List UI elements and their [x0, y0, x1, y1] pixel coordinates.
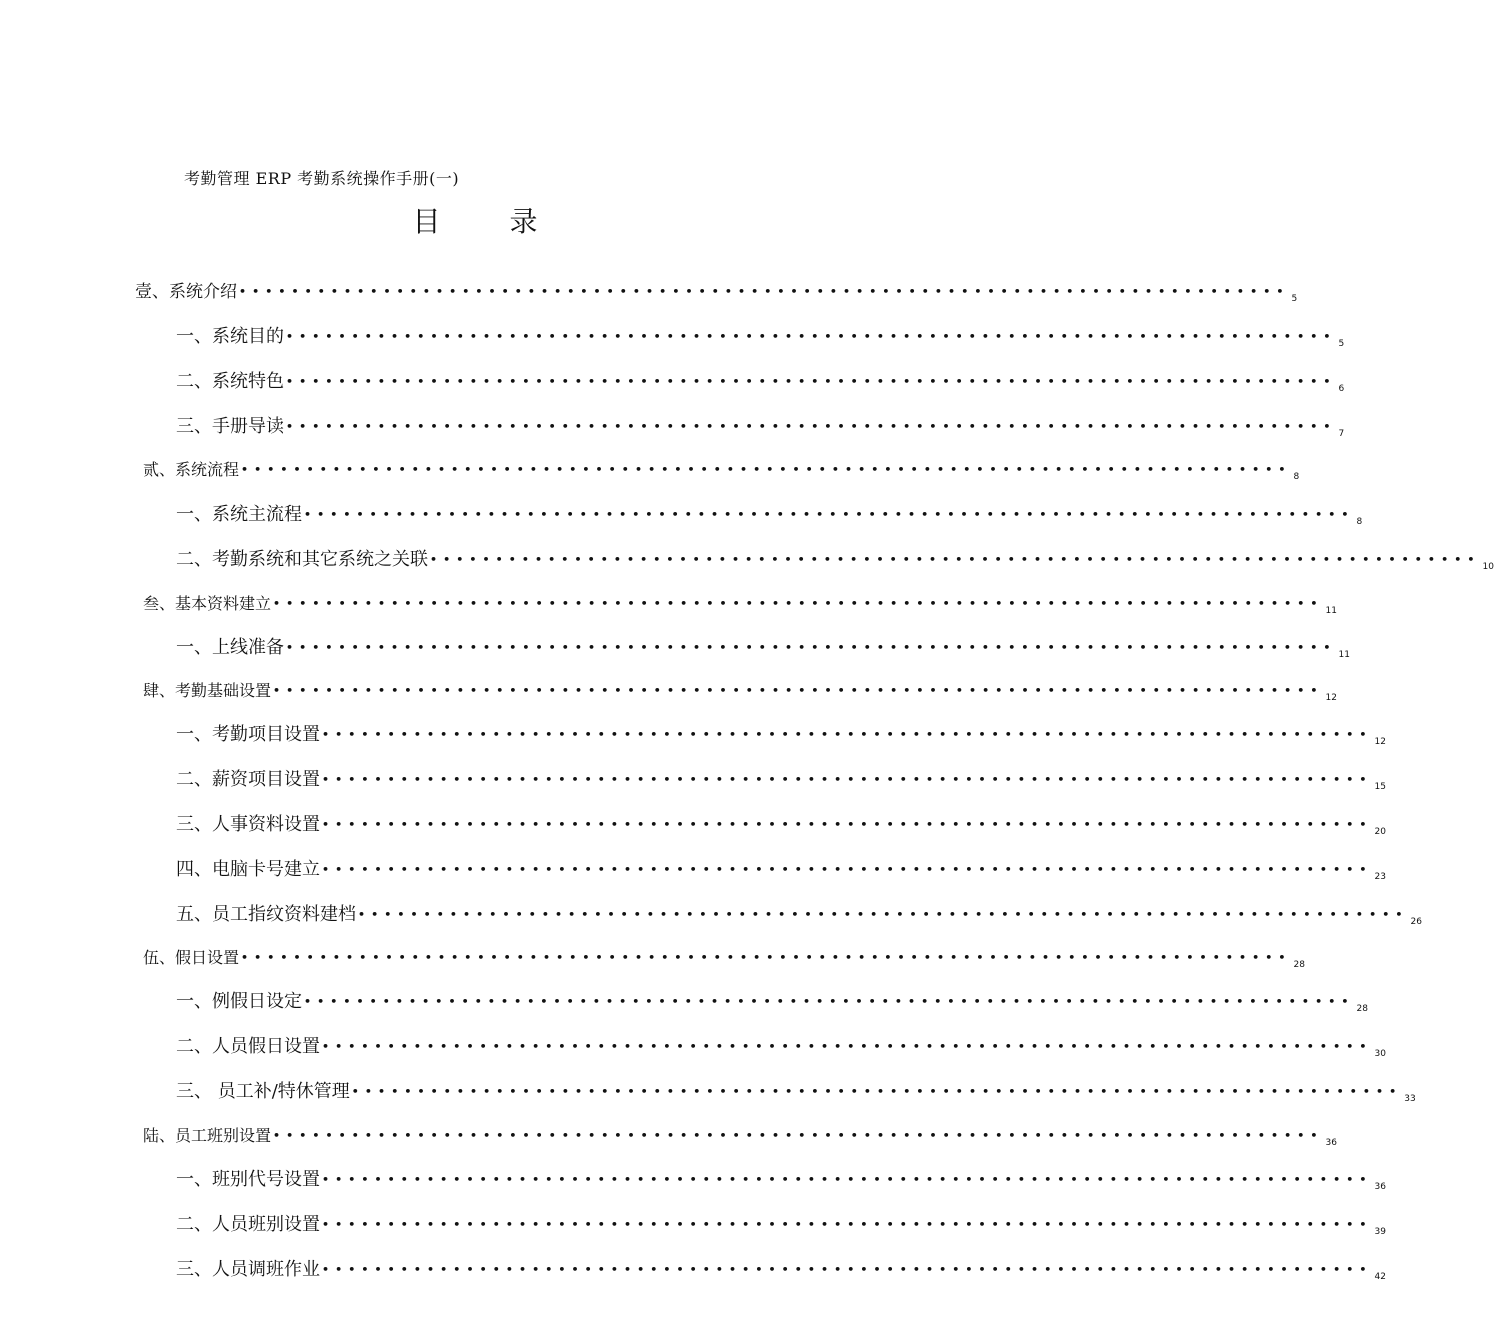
- toc-entry-label: 伍、假日设置: [143, 948, 240, 967]
- toc-page-number: 8: [1356, 517, 1363, 527]
- toc-entry[interactable]: [143, 1121, 1337, 1151]
- toc-leader-dots: ••••••••••••••••••••••••••••••••••••••••••••••••••••••••••••••••••••••••••••••••: [322, 1263, 1373, 1276]
- toc-leader-dots: ••••••••••••••••••••••••••••••••••••••••••••••••••••••••••••••••••••••••••••••••: [322, 1173, 1373, 1186]
- toc-entry[interactable]: [176, 720, 1386, 750]
- toc-page-number: 33: [1404, 1094, 1416, 1104]
- toc-leader-dots: ••••••••••••••••••••••••••••••••••••••••••••••••••••••••••••••••••••••••••••••••: [273, 1129, 1324, 1142]
- toc-leader-dots: ••••••••••••••••••••••••••••••••••••••••••••••••••••••••••••••••••••••••••••••••: [322, 728, 1373, 741]
- toc-leader-dots: ••••••••••••••••••••••••••••••••••••••••••••••••••••••••••••••••••••••••••••••••: [322, 863, 1373, 876]
- toc-entry-label: 二、考勤系统和其它系统之关联: [176, 549, 428, 570]
- toc-entry[interactable]: [176, 1032, 1386, 1062]
- toc-entry[interactable]: [176, 545, 1494, 575]
- toc-entry-label: 一、班别代号设置: [176, 1169, 320, 1190]
- toc-entry[interactable]: [176, 900, 1422, 930]
- toc-entry-label: 五、员工指纹资料建档: [176, 904, 356, 925]
- toc-page-number: 5: [1291, 294, 1298, 304]
- toc-entry[interactable]: [176, 855, 1386, 885]
- toc-entry-label: 肆、考勤基础设置: [143, 681, 272, 700]
- toc-entry-label: 一、考勤项目设置: [176, 724, 320, 745]
- toc-entry-label: 壹、系统介绍: [135, 282, 237, 302]
- toc-entry[interactable]: [176, 412, 1345, 442]
- toc-entry-label: 陆、员工班别设置: [143, 1126, 272, 1145]
- toc-leader-dots: ••••••••••••••••••••••••••••••••••••••••••••••••••••••••••••••••••••••••••••••••: [322, 1218, 1373, 1231]
- toc-leader-dots: ••••••••••••••••••••••••••••••••••••••••••••••••••••••••••••••••••••••••••••••••: [241, 463, 1292, 476]
- toc-page-number: 8: [1293, 472, 1300, 482]
- toc-entry-label: 四、电脑卡号建立: [176, 859, 320, 880]
- toc-leader-dots: ••••••••••••••••••••••••••••••••••••••••••••••••••••••••••••••••••••••••••••••••: [322, 818, 1373, 831]
- toc-entry-label: 二、薪资项目设置: [176, 769, 320, 790]
- toc-entry[interactable]: [143, 455, 1300, 485]
- toc-entry[interactable]: [176, 987, 1368, 1017]
- toc-entry[interactable]: [143, 943, 1305, 973]
- toc-entry-label: 二、人员假日设置: [176, 1036, 320, 1057]
- toc-entry[interactable]: [176, 1210, 1386, 1240]
- toc-entry-label: 三、 员工补/特休管理: [176, 1081, 350, 1102]
- toc-leader-dots: ••••••••••••••••••••••••••••••••••••••••••••••••••••••••••••••••••••••••••••••••: [358, 908, 1409, 921]
- document-header: 考勤管理 ERP 考勤系统操作手册(一): [184, 169, 460, 188]
- toc-entry[interactable]: [176, 810, 1386, 840]
- toc-page-number: 11: [1338, 650, 1350, 660]
- toc-page-number: 7: [1338, 429, 1345, 439]
- toc-entry-label: 三、人员调班作业: [176, 1259, 320, 1280]
- toc-page-number: 23: [1374, 872, 1386, 882]
- toc-entry-label: 二、人员班别设置: [176, 1214, 320, 1235]
- toc-page-number: 10: [1482, 562, 1494, 572]
- toc-page-number: 42: [1374, 1272, 1386, 1282]
- toc-entry-label: 一、上线准备: [176, 637, 284, 658]
- toc-entry[interactable]: [176, 367, 1345, 397]
- toc-entry[interactable]: [176, 1165, 1386, 1195]
- toc-leader-dots: ••••••••••••••••••••••••••••••••••••••••••••••••••••••••••••••••••••••••••••••••: [304, 995, 1355, 1008]
- toc-leader-dots: ••••••••••••••••••••••••••••••••••••••••••••••••••••••••••••••••••••••••••••••••: [322, 773, 1373, 786]
- toc-leader-dots: ••••••••••••••••••••••••••••••••••••••••••••••••••••••••••••••••••••••••••••••••: [286, 641, 1337, 654]
- toc-entry[interactable]: [176, 500, 1363, 530]
- toc-entry-label: 一、系统目的: [176, 326, 284, 347]
- toc-leader-dots: ••••••••••••••••••••••••••••••••••••••••••••••••••••••••••••••••••••••••••••••••: [286, 330, 1337, 343]
- toc-entry-label: 叁、基本资料建立: [143, 594, 272, 613]
- toc-entry[interactable]: [135, 277, 1298, 307]
- toc-page-number: 15: [1374, 782, 1386, 792]
- toc-entry[interactable]: [176, 1255, 1386, 1285]
- toc-page-number: 11: [1325, 606, 1337, 616]
- toc-page-number: 28: [1293, 960, 1305, 970]
- toc-leader-dots: ••••••••••••••••••••••••••••••••••••••••••••••••••••••••••••••••••••••••••••••••: [322, 1040, 1373, 1053]
- toc-entry[interactable]: [143, 676, 1337, 706]
- toc-page-number: 26: [1410, 917, 1422, 927]
- toc-page-number: 30: [1374, 1049, 1386, 1059]
- toc-entry-label: 一、系统主流程: [176, 504, 302, 525]
- toc-page-number: 12: [1325, 693, 1337, 703]
- toc-entry-label: 三、人事资料设置: [176, 814, 320, 835]
- toc-leader-dots: ••••••••••••••••••••••••••••••••••••••••••••••••••••••••••••••••••••••••••••••••: [239, 285, 1290, 298]
- toc-entry[interactable]: [143, 589, 1337, 619]
- toc-page-number: 28: [1356, 1004, 1368, 1014]
- toc-entry-label: 三、手册导读: [176, 416, 284, 437]
- toc-title: 目 录: [412, 205, 568, 238]
- toc-entry-label: 一、例假日设定: [176, 991, 302, 1012]
- toc-leader-dots: ••••••••••••••••••••••••••••••••••••••••••••••••••••••••••••••••••••••••••••••••: [351, 1085, 1403, 1098]
- toc-page-number: 20: [1374, 827, 1386, 837]
- toc-page-number: 6: [1338, 384, 1345, 394]
- toc-entry-label: 贰、系统流程: [143, 460, 240, 479]
- toc-leader-dots: ••••••••••••••••••••••••••••••••••••••••••••••••••••••••••••••••••••••••••••••••: [304, 508, 1355, 521]
- toc-leader-dots: ••••••••••••••••••••••••••••••••••••••••••••••••••••••••••••••••••••••••••••••••: [286, 420, 1337, 433]
- toc-page-number: 12: [1374, 737, 1386, 747]
- toc-entry-label: 二、系统特色: [176, 371, 284, 392]
- toc-entry[interactable]: [176, 322, 1345, 352]
- toc-leader-dots: ••••••••••••••••••••••••••••••••••••••••••••••••••••••••••••••••••••••••••••••••: [241, 951, 1292, 964]
- toc-page-number: 36: [1374, 1182, 1386, 1192]
- toc-entry[interactable]: [176, 633, 1350, 663]
- toc-leader-dots: ••••••••••••••••••••••••••••••••••••••••••••••••••••••••••••••••••••••••••••••••: [286, 375, 1337, 388]
- toc-leader-dots: ••••••••••••••••••••••••••••••••••••••••••••••••••••••••••••••••••••••••••••••••: [430, 553, 1481, 566]
- toc-page-number: 36: [1325, 1138, 1337, 1148]
- toc-leader-dots: ••••••••••••••••••••••••••••••••••••••••••••••••••••••••••••••••••••••••••••••••: [273, 684, 1324, 697]
- toc-entry[interactable]: [176, 765, 1386, 795]
- toc-page-number: 39: [1374, 1227, 1386, 1237]
- toc-page-number: 5: [1338, 339, 1345, 349]
- toc-entry[interactable]: [176, 1077, 1416, 1107]
- toc-leader-dots: ••••••••••••••••••••••••••••••••••••••••••••••••••••••••••••••••••••••••••••••••: [273, 597, 1324, 610]
